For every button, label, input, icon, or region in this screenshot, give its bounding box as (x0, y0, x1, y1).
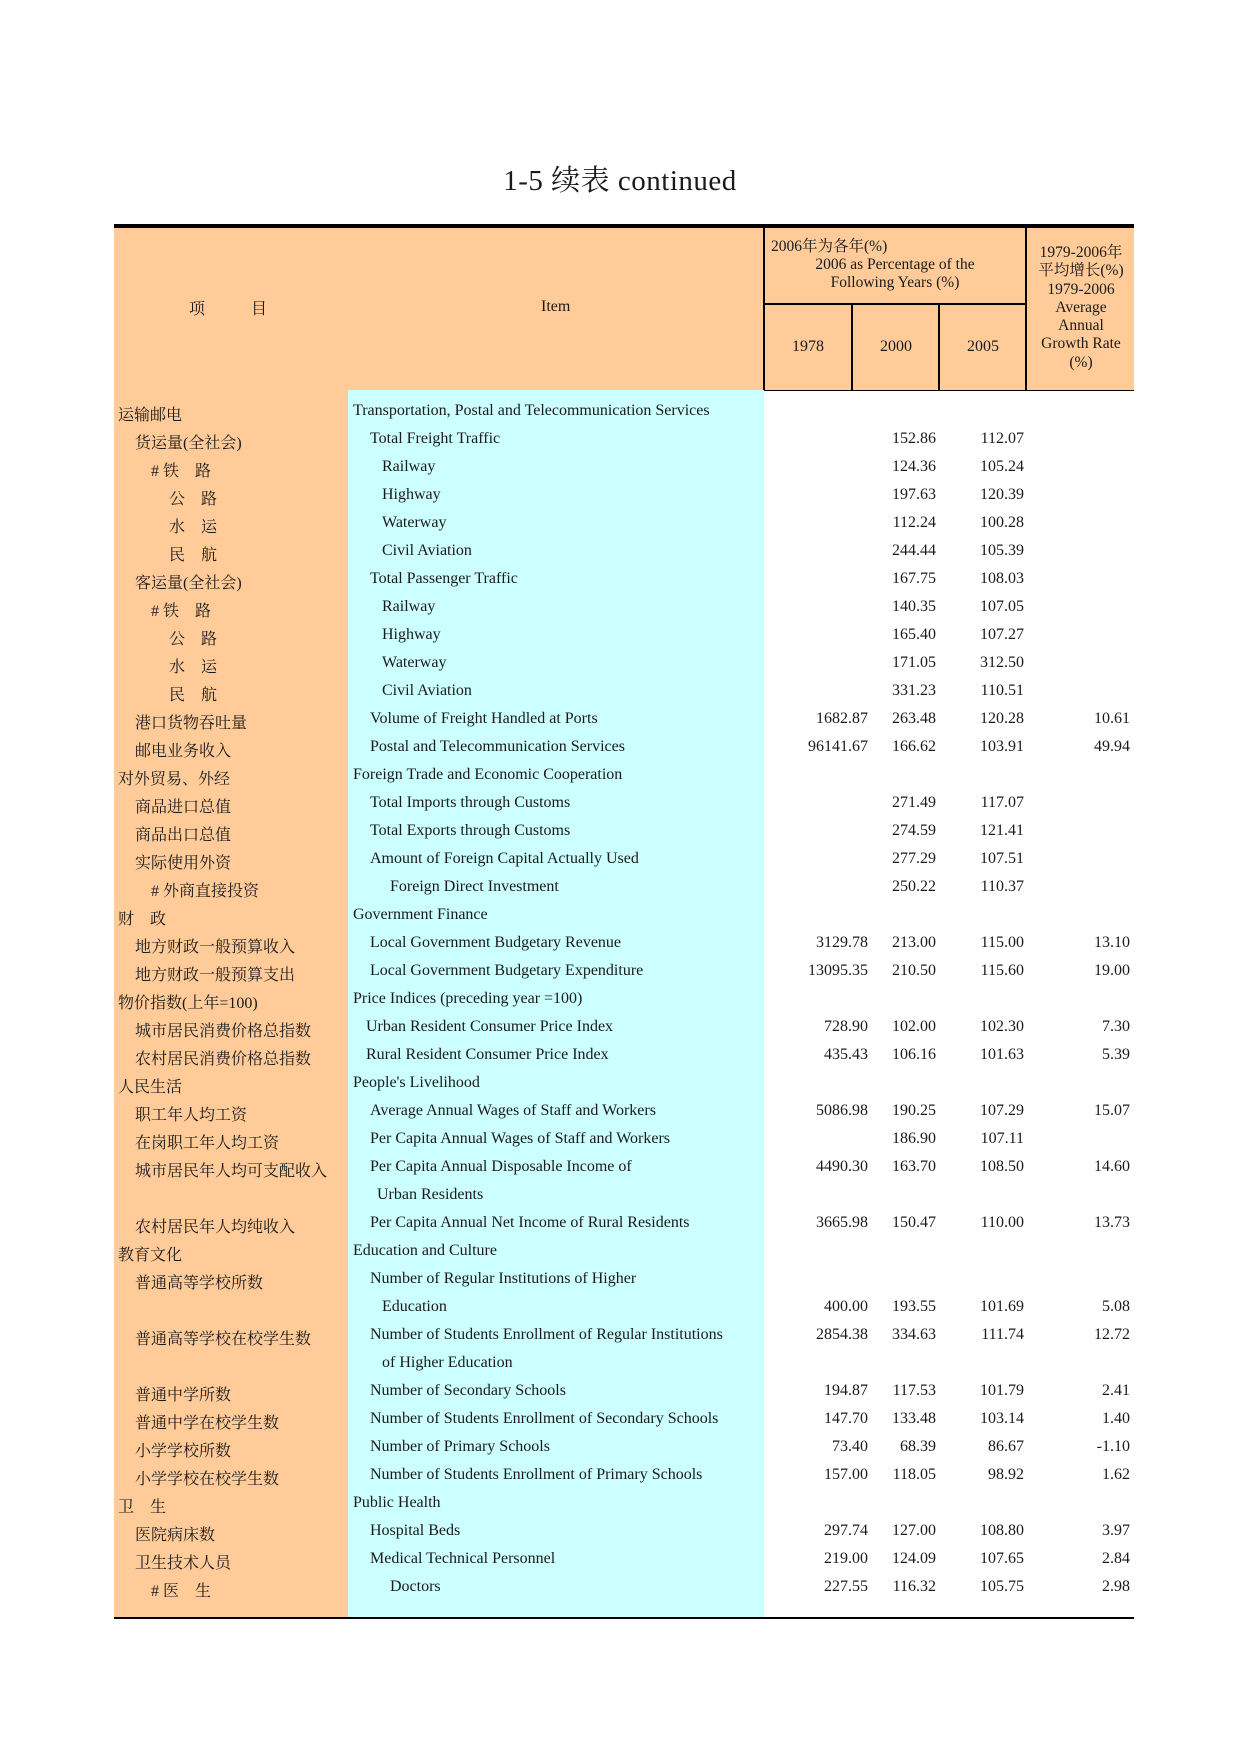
value-2005: 107.51 (980, 850, 1024, 867)
header-growth-en4: Growth Rate (1041, 335, 1121, 353)
row-label-en: Urban Resident Consumer Price Index (366, 1018, 614, 1035)
value-2000: 197.63 (892, 486, 936, 503)
row-label-en: Medical Technical Personnel (370, 1550, 556, 1567)
value-2000: 166.62 (892, 738, 936, 755)
value-2000: 118.05 (892, 1466, 936, 1483)
header-divider (763, 228, 765, 390)
table-row (114, 538, 1134, 566)
table-row (114, 1462, 1134, 1490)
row-label-cn: 地方财政一般预算支出 (135, 967, 296, 984)
value-2000: 250.22 (892, 878, 936, 895)
value-2005: 108.03 (980, 570, 1024, 587)
row-label-cn: 公 路 (169, 631, 218, 648)
table-row (114, 846, 1134, 874)
row-label-en: Highway (382, 626, 441, 643)
header-growth-en5: (%) (1069, 353, 1093, 371)
table-row (114, 1322, 1134, 1350)
table-row (114, 650, 1134, 678)
value-growth-rate: 19.00 (1094, 962, 1130, 979)
row-label-en: Total Imports through Customs (370, 794, 571, 811)
value-2000: 277.29 (892, 850, 936, 867)
table-row (114, 1378, 1134, 1406)
value-2005: 115.00 (980, 934, 1024, 951)
value-2000: 263.48 (892, 710, 936, 727)
row-label-cn: 货运量(全社会) (135, 435, 242, 452)
value-growth-rate: 3.97 (1102, 1522, 1130, 1539)
row-label-en: Hospital Beds (370, 1522, 461, 1539)
row-label-en: Amount of Foreign Capital Actually Used (370, 850, 639, 867)
row-label-cn: 普通中学所数 (135, 1387, 232, 1404)
row-label-en: People's Livelihood (353, 1074, 480, 1091)
value-2005: 117.07 (980, 794, 1024, 811)
row-label-cn: 地方财政一般预算收入 (135, 939, 296, 956)
value-1978: 13095.35 (808, 962, 868, 979)
value-2000: 165.40 (892, 626, 936, 643)
value-2000: 152.86 (892, 430, 936, 447)
row-label-en: Price Indices (preceding year =100) (353, 990, 583, 1007)
value-2000: 271.49 (892, 794, 936, 811)
header-item-en: Item (541, 298, 571, 315)
header-year-1978: 1978 (792, 338, 824, 355)
row-label-cn: 小学学校所数 (135, 1443, 232, 1460)
value-2005: 120.39 (980, 486, 1024, 503)
row-label-cn: 公 路 (169, 491, 218, 508)
row-label-cn: 农村居民年人均纯收入 (135, 1219, 296, 1236)
table-row (114, 1574, 1134, 1602)
value-2005: 107.11 (980, 1130, 1024, 1147)
value-growth-rate: 2.41 (1102, 1382, 1130, 1399)
value-2005: 115.60 (980, 962, 1024, 979)
row-label-en: Total Passenger Traffic (370, 570, 518, 587)
header-item-cn: 项目 (189, 301, 314, 318)
value-2005: 98.92 (988, 1466, 1024, 1483)
value-2005: 107.65 (980, 1550, 1024, 1567)
row-label-cn: # 铁 路 (151, 603, 212, 620)
row-label-cn: 实际使用外资 (135, 855, 232, 872)
value-2000: 163.70 (892, 1158, 936, 1175)
table-row (114, 678, 1134, 706)
row-label-en: Civil Aviation (382, 682, 472, 699)
row-label-en: Education (382, 1298, 447, 1315)
row-label-en: Railway (382, 598, 436, 615)
value-1978: 3129.78 (816, 934, 868, 951)
table-row (114, 986, 1134, 1014)
row-label-en: of Higher Education (382, 1354, 513, 1371)
table-row (114, 762, 1134, 790)
value-2000: 112.24 (892, 514, 936, 531)
row-label-en: Civil Aviation (382, 542, 472, 559)
row-label-en: Foreign Direct Investment (390, 878, 559, 895)
header-divider (763, 303, 1025, 305)
table-row (114, 566, 1134, 594)
value-1978: 4490.30 (816, 1158, 868, 1175)
row-label-cn: 邮电业务收入 (135, 743, 232, 760)
row-label-cn: 职工年人均工资 (135, 1107, 248, 1124)
value-growth-rate: 7.30 (1102, 1018, 1130, 1035)
row-label-cn: 医院病床数 (135, 1527, 216, 1544)
row-label-cn: 水 运 (169, 519, 218, 536)
row-label-cn: 人民生活 (118, 1079, 183, 1096)
table-row (114, 1434, 1134, 1462)
row-label-cn: 城市居民年人均可支配收入 (135, 1163, 328, 1180)
row-label-cn: 普通高等学校所数 (135, 1275, 264, 1292)
table-row (114, 790, 1134, 818)
header-growth-cn2: 平均增长(%) (1038, 262, 1124, 280)
row-label-cn: 客运量(全社会) (135, 575, 242, 592)
table-row (114, 706, 1134, 734)
value-growth-rate: 49.94 (1094, 738, 1130, 755)
value-1978: 297.74 (824, 1522, 868, 1539)
value-2000: 167.75 (892, 570, 936, 587)
table-row (114, 454, 1134, 482)
value-2005: 121.41 (980, 822, 1024, 839)
row-label-en: Per Capita Annual Disposable Income of (370, 1158, 632, 1175)
table-header (114, 228, 1134, 391)
value-1978: 227.55 (824, 1578, 868, 1595)
value-2005: 101.69 (980, 1298, 1024, 1315)
value-2000: 334.63 (892, 1326, 936, 1343)
value-2000: 116.32 (892, 1578, 936, 1595)
row-label-en: Foreign Trade and Economic Cooperation (353, 766, 623, 783)
value-1978: 157.00 (824, 1466, 868, 1483)
value-1978: 96141.67 (808, 738, 868, 755)
value-2005: 100.28 (980, 514, 1024, 531)
value-2005: 107.05 (980, 598, 1024, 615)
value-2005: 110.37 (980, 878, 1024, 895)
header-growth-en2: Average (1055, 298, 1107, 316)
header-growth-en1: 1979-2006 (1047, 280, 1115, 298)
value-2000: 127.00 (892, 1522, 936, 1539)
value-growth-rate: 1.62 (1102, 1466, 1130, 1483)
row-label-en: Volume of Freight Handled at Ports (370, 710, 598, 727)
table-row (114, 818, 1134, 846)
value-2000: 124.36 (892, 458, 936, 475)
row-label-cn: 农村居民消费价格总指数 (135, 1051, 312, 1068)
table-row (114, 426, 1134, 454)
value-2000: 171.05 (892, 654, 936, 671)
value-growth-rate: 5.08 (1102, 1298, 1130, 1315)
value-1978: 1682.87 (816, 710, 868, 727)
value-2000: 186.90 (892, 1130, 936, 1147)
value-2005: 103.14 (980, 1410, 1024, 1427)
value-2000: 274.59 (892, 822, 936, 839)
table-bottom-rule (114, 1617, 1134, 1619)
value-2000: 331.23 (892, 682, 936, 699)
value-growth-rate: -1.10 (1096, 1438, 1130, 1455)
header-year-2005: 2005 (967, 338, 999, 355)
value-2000: 244.44 (892, 542, 936, 559)
value-1978: 5086.98 (816, 1102, 868, 1119)
row-label-en: Total Freight Traffic (370, 430, 501, 447)
row-label-en: Highway (382, 486, 441, 503)
header-percentage (764, 238, 1026, 292)
table-row (114, 1238, 1134, 1266)
value-2005: 105.39 (980, 542, 1024, 559)
table-row (114, 734, 1134, 762)
header-pct-en1: 2006 as Percentage of the (815, 256, 975, 273)
value-2005: 110.51 (980, 682, 1024, 699)
page-title: 1-5 续表 continued (503, 165, 737, 197)
table-row (114, 1518, 1134, 1546)
value-2005: 312.50 (980, 654, 1024, 671)
table-row (114, 930, 1134, 958)
table-row (114, 482, 1134, 510)
row-label-cn: # 铁 路 (151, 463, 212, 480)
row-label-en: Waterway (382, 514, 447, 531)
value-2005: 110.00 (980, 1214, 1024, 1231)
value-1978: 73.40 (832, 1438, 868, 1455)
row-label-cn: 水 运 (169, 659, 218, 676)
header-year-2000: 2000 (880, 338, 912, 355)
value-growth-rate: 14.60 (1094, 1158, 1130, 1175)
header-growth-en3: Annual (1058, 317, 1104, 335)
table-row (114, 1126, 1134, 1154)
value-1978: 400.00 (824, 1298, 868, 1315)
value-1978: 219.00 (824, 1550, 868, 1567)
value-2000: 117.53 (892, 1382, 936, 1399)
table-row (114, 1546, 1134, 1574)
table-row (114, 1406, 1134, 1434)
value-2000: 68.39 (900, 1438, 936, 1455)
table-row (114, 1098, 1134, 1126)
row-label-en: Number of Students Enrollment of Primary Schools (370, 1466, 703, 1483)
value-2005: 102.30 (980, 1018, 1024, 1035)
value-2005: 103.91 (980, 738, 1024, 755)
header-growth-cn1: 1979-2006年 (1039, 244, 1123, 261)
value-2000: 150.47 (892, 1214, 936, 1231)
row-label-en: Number of Primary Schools (370, 1438, 550, 1455)
value-2000: 190.25 (892, 1102, 936, 1119)
value-2005: 120.28 (980, 710, 1024, 727)
table-row (114, 594, 1134, 622)
row-label-en: Per Capita Annual Wages of Staff and Workers (370, 1130, 671, 1147)
row-label-en: Average Annual Wages of Staff and Workers (370, 1102, 656, 1119)
value-2000: 124.09 (892, 1550, 936, 1567)
value-1978: 2854.38 (816, 1326, 868, 1343)
value-growth-rate: 13.73 (1094, 1214, 1130, 1231)
value-1978: 3665.98 (816, 1214, 868, 1231)
value-growth-rate: 13.10 (1094, 934, 1130, 951)
row-label-en: Public Health (353, 1494, 441, 1511)
table-row (114, 1042, 1134, 1070)
value-1978: 728.90 (824, 1018, 868, 1035)
value-2005: 101.79 (980, 1382, 1024, 1399)
value-2000: 133.48 (892, 1410, 936, 1427)
table-row (114, 622, 1134, 650)
row-label-en: Doctors (390, 1578, 441, 1595)
header-pct-cn: 2006年为各年(%) (771, 238, 888, 255)
row-label-en: Waterway (382, 654, 447, 671)
value-2005: 107.29 (980, 1102, 1024, 1119)
row-label-cn: 普通高等学校在校学生数 (135, 1331, 312, 1348)
table-row (114, 1350, 1134, 1378)
value-growth-rate: 5.39 (1102, 1046, 1130, 1063)
value-2005: 105.75 (980, 1578, 1024, 1595)
row-label-cn: 普通中学在校学生数 (135, 1415, 280, 1432)
value-2005: 108.50 (980, 1158, 1024, 1175)
row-label-en: Local Government Budgetary Revenue (370, 934, 622, 951)
value-2000: 213.00 (892, 934, 936, 951)
value-growth-rate: 12.72 (1094, 1326, 1130, 1343)
row-label-en: Total Exports through Customs (370, 822, 571, 839)
row-label-cn: 教育文化 (118, 1247, 183, 1264)
value-growth-rate: 10.61 (1094, 710, 1130, 727)
row-label-en: Local Government Budgetary Expenditure (370, 962, 644, 979)
value-2005: 112.07 (980, 430, 1024, 447)
row-label-en: Number of Students Enrollment of Regular Institutions (370, 1326, 723, 1343)
row-label-en: Postal and Telecommunication Services (370, 738, 625, 755)
row-label-cn: 在岗职工年人均工资 (135, 1135, 280, 1152)
header-divider (938, 304, 940, 390)
table-row (114, 1014, 1134, 1042)
table-row (114, 1070, 1134, 1098)
row-label-cn: 港口货物吞吐量 (135, 715, 248, 732)
row-label-cn: 商品出口总值 (135, 827, 232, 844)
row-label-cn: 商品进口总值 (135, 799, 232, 816)
row-label-cn: 民 航 (169, 687, 218, 704)
value-growth-rate: 1.40 (1102, 1410, 1130, 1427)
value-growth-rate: 15.07 (1094, 1102, 1130, 1119)
table-row (114, 958, 1134, 986)
table-row (114, 902, 1134, 930)
row-label-cn: 民 航 (169, 547, 218, 564)
table-row (114, 510, 1134, 538)
table-row (114, 1266, 1134, 1294)
value-growth-rate: 2.84 (1102, 1550, 1130, 1567)
row-label-cn: 物价指数(上年=100) (118, 995, 258, 1012)
row-label-cn: 对外贸易、外经 (118, 771, 231, 788)
header-pct-en2: Following Years (%) (830, 274, 960, 291)
row-label-cn: # 外商直接投资 (151, 883, 260, 900)
row-label-cn: # 医 生 (151, 1583, 212, 1600)
value-2000: 140.35 (892, 598, 936, 615)
value-1978: 147.70 (824, 1410, 868, 1427)
row-label-en: Per Capita Annual Net Income of Rural Residents (370, 1214, 690, 1231)
table-row (114, 1294, 1134, 1322)
value-2005: 108.80 (980, 1522, 1024, 1539)
row-label-en: Number of Secondary Schools (370, 1382, 566, 1399)
value-1978: 194.87 (824, 1382, 868, 1399)
row-label-en: Urban Residents (377, 1186, 484, 1203)
value-2005: 101.63 (980, 1046, 1024, 1063)
row-label-cn: 运输邮电 (118, 407, 183, 424)
table-row (114, 1210, 1134, 1238)
row-label-en: Number of Students Enrollment of Secondary Schools (370, 1410, 719, 1427)
row-label-en: Transportation, Postal and Telecommunication Services (353, 402, 710, 419)
row-label-en: Number of Regular Institutions of Higher (370, 1270, 637, 1287)
value-2000: 106.16 (892, 1046, 936, 1063)
row-label-cn: 财 政 (118, 911, 167, 928)
row-label-cn: 卫 生 (118, 1499, 167, 1516)
value-2000: 102.00 (892, 1018, 936, 1035)
header-divider (851, 304, 853, 390)
table-row (114, 398, 1134, 426)
value-1978: 435.43 (824, 1046, 868, 1063)
value-2005: 86.67 (988, 1438, 1024, 1455)
row-label-en: Rural Resident Consumer Price Index (366, 1046, 609, 1063)
row-label-cn: 小学学校在校学生数 (135, 1471, 280, 1488)
row-label-en: Government Finance (353, 906, 488, 923)
table-row (114, 1154, 1134, 1182)
row-label-cn: 城市居民消费价格总指数 (135, 1023, 312, 1040)
table-row (114, 1490, 1134, 1518)
header-divider (1025, 228, 1027, 390)
value-2005: 111.74 (981, 1326, 1024, 1343)
value-growth-rate: 2.98 (1102, 1578, 1130, 1595)
row-label-en: Education and Culture (353, 1242, 497, 1259)
header-growth-rate (1028, 244, 1134, 372)
value-2005: 107.27 (980, 626, 1024, 643)
value-2000: 193.55 (892, 1298, 936, 1315)
table-row (114, 1182, 1134, 1210)
value-2005: 105.24 (980, 458, 1024, 475)
table-row (114, 874, 1134, 902)
row-label-cn: 卫生技术人员 (135, 1555, 232, 1572)
value-2000: 210.50 (892, 962, 936, 979)
row-label-en: Railway (382, 458, 436, 475)
